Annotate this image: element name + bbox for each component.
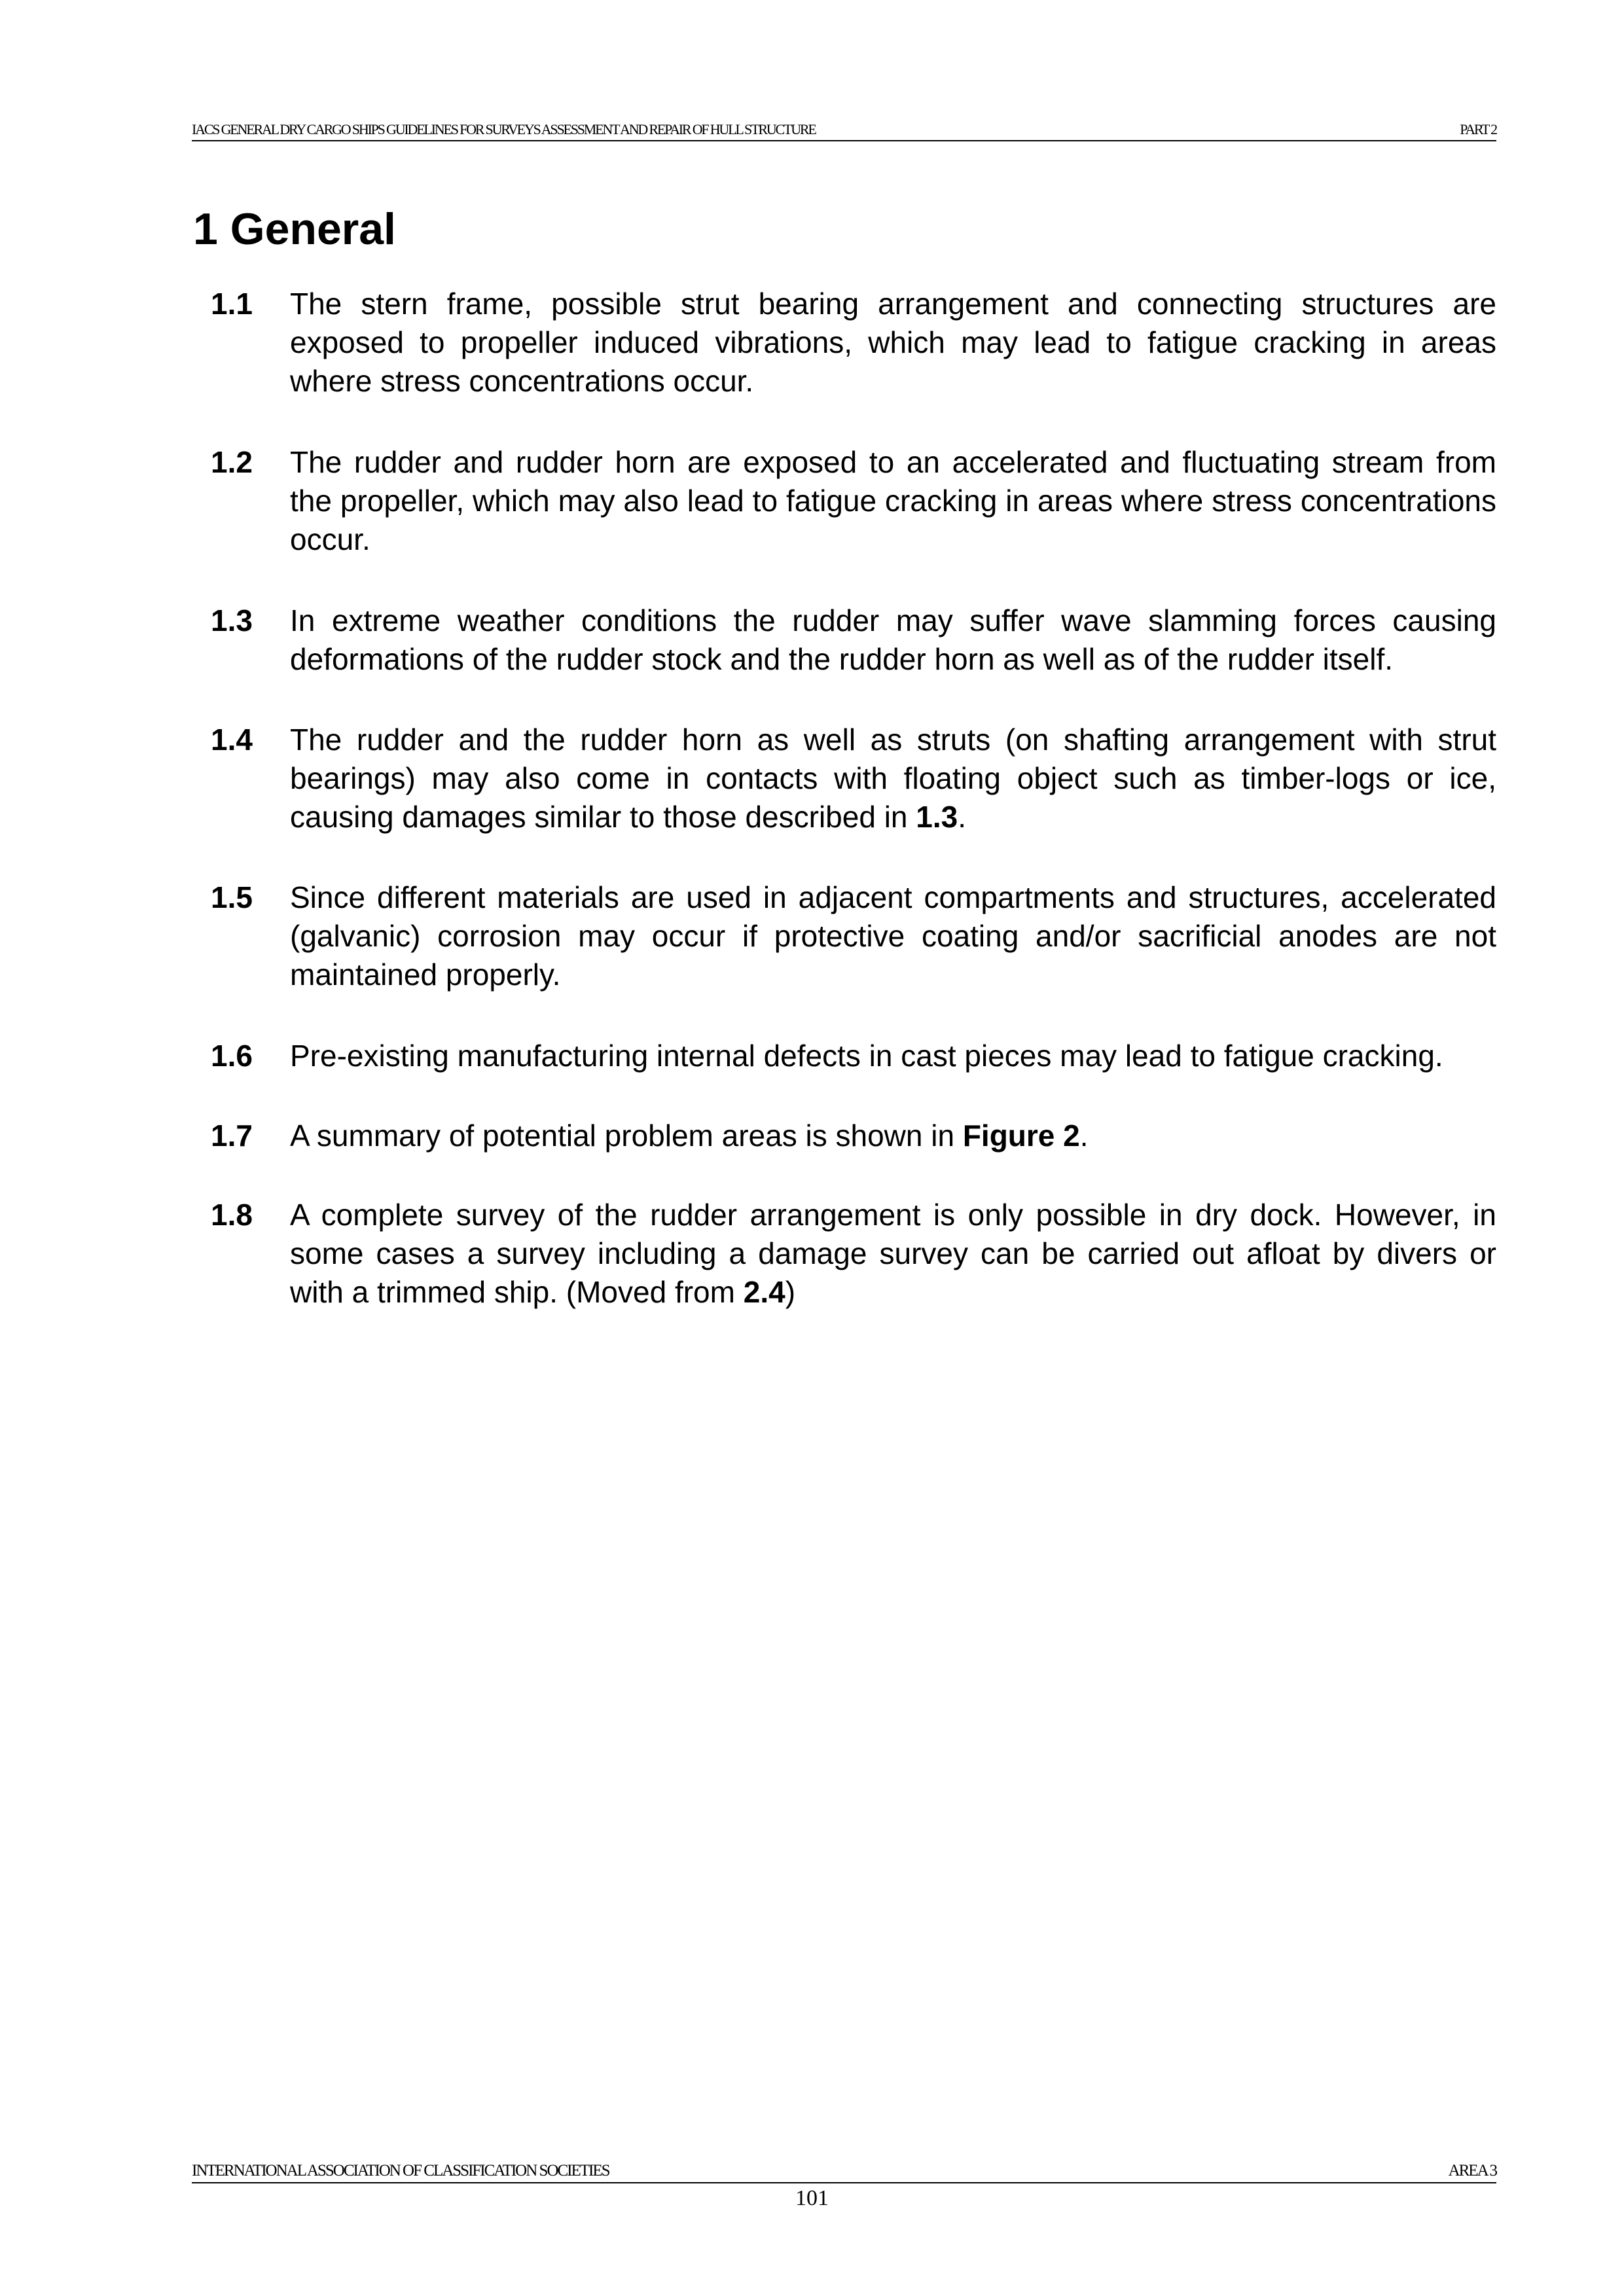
- text-run: .: [958, 800, 967, 834]
- page-footer: [192, 2161, 1496, 2183]
- paragraph-number: 1.7: [211, 1119, 253, 1153]
- paragraph-text: [290, 285, 1496, 401]
- paragraph-text: [290, 1117, 1496, 1155]
- text-run: Pre-existing manufacturing internal defects in cast pieces may lead to fatigue cracking.: [290, 1039, 1443, 1073]
- text-run: In extreme weather conditions the rudder may suffer wave slamming forces causing deformations of the rudder stock and the rudder horn as well as of the rudder itself.: [290, 603, 1496, 676]
- cross-reference: 1.3: [916, 800, 958, 834]
- text-run: The rudder and the rudder horn as well as struts (on shafting arrangement with strut bearings) may also come in contacts with floating object such as timber-logs or ice, causing damages similar to those described in: [290, 723, 1496, 834]
- cross-reference: 2.4: [743, 1275, 785, 1309]
- page-header: [192, 122, 1496, 141]
- text-run: The rudder and rudder horn are exposed to an accelerated and fluctuating stream from the propeller, which may also lead to fatigue cracking in areas where stress concentrations occur.: [290, 445, 1496, 556]
- paragraph-text: [290, 1037, 1496, 1075]
- paragraph-item: [211, 1037, 1496, 1075]
- text-run: A summary of potential problem areas is shown in: [290, 1119, 963, 1153]
- paragraph-item: [211, 878, 1496, 994]
- cross-reference: Figure 2: [962, 1119, 1080, 1153]
- paragraph-text: [290, 878, 1496, 994]
- paragraph-number: 1.6: [211, 1039, 253, 1073]
- header-part-label: PART 2: [1460, 121, 1496, 137]
- paragraph-item: [211, 443, 1496, 559]
- text-run: .: [1079, 1119, 1089, 1153]
- page-number: 101: [795, 2186, 829, 2210]
- paragraph-number: 1.5: [211, 880, 253, 914]
- text-run: ): [785, 1275, 796, 1309]
- paragraph-item: [211, 285, 1496, 401]
- section-title: 1 General: [193, 204, 396, 254]
- footer-area-label: AREA 3: [1448, 2162, 1496, 2179]
- text-run: The stern frame, possible strut bearing arrangement and connecting structures are exposed to propeller induced vibrations, which may lead to fatigue cracking in areas where stress concentrations occur.: [290, 287, 1496, 398]
- text-run: Since different materials are used in adjacent compartments and structures, accelerated (galvanic) corrosion may occur if protective coating and/or sacrificial anodes are not maintained properly.: [290, 880, 1496, 992]
- paragraph-item: [211, 601, 1496, 679]
- paragraph-text: [290, 721, 1496, 836]
- paragraph-number: 1.8: [211, 1198, 253, 1232]
- paragraph-text: [290, 1196, 1496, 1312]
- header-document-title: IACS GENERAL DRY CARGO SHIPS GUIDELINES FOR SURVEYS ASSESSMENT AND REPAIR OF HULL STRUCTURE: [192, 121, 816, 137]
- paragraph-item: [211, 721, 1496, 836]
- paragraph-item: [211, 1196, 1496, 1312]
- paragraph-number: 1.4: [211, 723, 253, 757]
- paragraph-text: [290, 443, 1496, 559]
- paragraph-number: 1.1: [211, 287, 253, 321]
- paragraph-item: [211, 1117, 1496, 1155]
- text-run: A complete survey of the rudder arrangement is only possible in dry dock. However, in some cases a survey including a damage survey can be carried out afloat by divers or with a trimmed ship. (Moved from: [290, 1198, 1496, 1309]
- paragraph-number: 1.2: [211, 445, 253, 479]
- paragraph-text: [290, 601, 1496, 679]
- paragraph-number: 1.3: [211, 603, 253, 637]
- footer-organization: INTERNATIONAL ASSOCIATION OF CLASSIFICATION SOCIETIES: [192, 2162, 609, 2179]
